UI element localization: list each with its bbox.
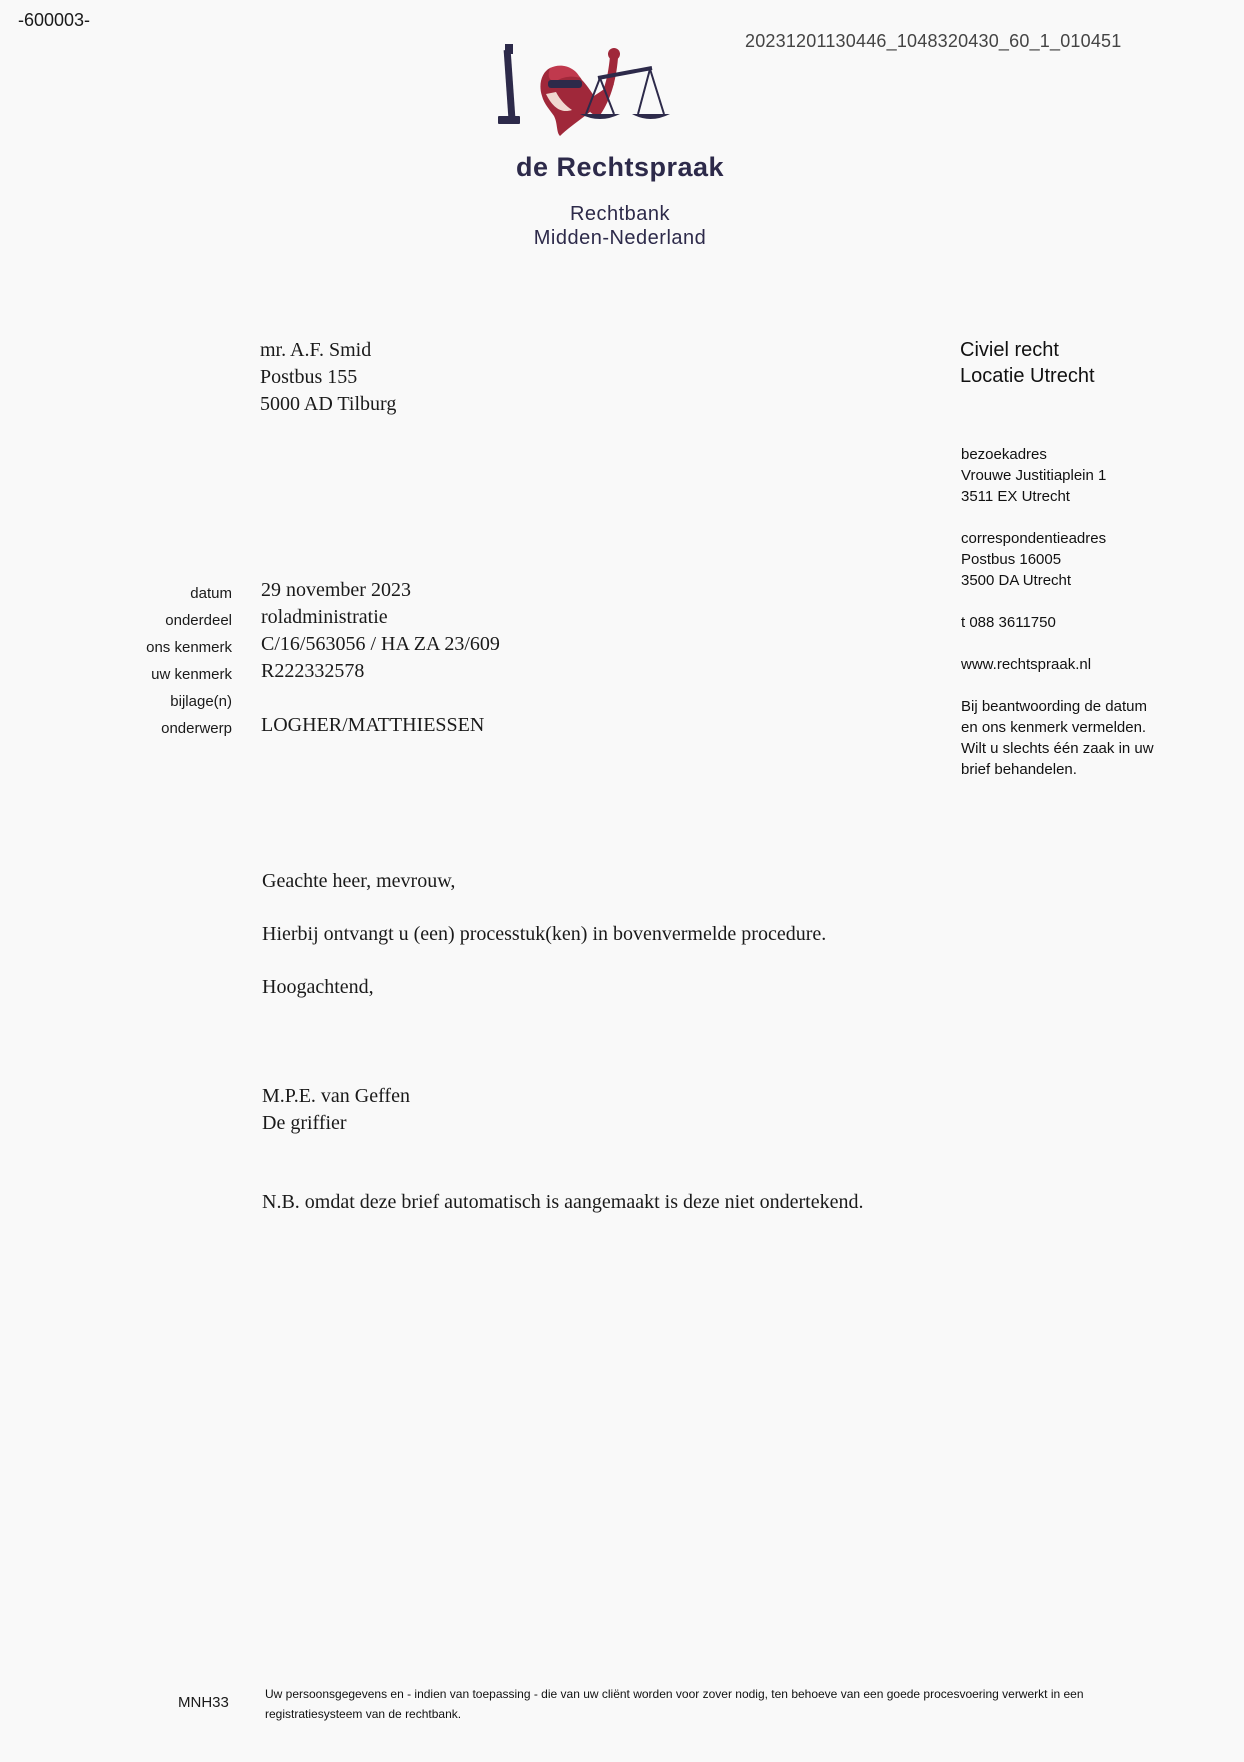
label-your-ref: uw kenmerk [151,666,232,683]
department-name: Civiel recht [960,339,1059,361]
department-block [960,337,1095,389]
website-link[interactable]: www.rechtspraak.nl [961,656,1092,673]
meta-values [261,577,500,739]
document-id: -600003- [18,10,91,30]
footer-code: MNH33 [178,1694,229,1711]
salutation: Geachte heer, mevrouw, [262,870,456,892]
label-date: datum [190,585,232,602]
visit-address [961,444,1154,507]
court-line-1: Rechtbank [569,203,671,225]
letter-body [262,868,1042,1216]
label-our-ref: ons kenmerk [146,639,232,656]
privacy-line-1: Uw persoonsgegevens en - indien van toepassing - die van uw cliënt worden voor zover nodig, ten behoeve van een goede procesvoering verwerkt in een [265,1687,1084,1701]
addressee-city: 5000 AD Tilburg [260,393,397,415]
privacy-line-2: registratiesysteem van de rechtbank. [265,1707,462,1721]
reply-note [961,696,1154,780]
visit-label: bezoekadres [961,446,1047,463]
closing: Hoogachtend, [262,976,374,998]
correspondence-line-1: Postbus 16005 [961,551,1062,568]
value-date: 29 november 2023 [261,579,411,601]
value-our-ref: C/16/563056 / HA ZA 23/609 [261,633,500,655]
unsigned-note: N.B. omdat deze brief automatisch is aangemaakt is deze niet ondertekend. [262,1191,864,1213]
value-section: roladministratie [261,606,388,628]
meta-labels [100,580,232,742]
correspondence-label: correspondentieadres [961,530,1107,547]
addressee-block [260,337,396,418]
scan-code: 20231201130446_1048320430_60_1_010451 [745,31,1122,51]
reply-note-line-3: Wilt u slechts één zaak in uw [961,740,1154,757]
value-your-ref: R222332578 [261,660,365,682]
court-name [470,202,770,250]
lady-justice-logo-icon [490,40,750,152]
label-attachments: bijlage(n) [170,693,232,710]
label-subject: onderwerp [161,720,232,737]
court-line-2: Midden-Nederland [533,227,707,249]
reply-note-line-4: brief behandelen. [961,761,1077,778]
department-location: Locatie Utrecht [960,365,1095,387]
label-section: onderdeel [165,612,232,629]
visit-line-1: Vrouwe Justitiaplein 1 [961,467,1107,484]
body-paragraph: Hierbij ontvangt u (een) processtuk(ken) in bovenvermelde procedure. [262,923,827,945]
reply-note-line-2: en ons kenmerk vermelden. [961,719,1147,736]
contact-column [961,444,1154,780]
addressee-street: Postbus 155 [260,366,358,388]
addressee-name: mr. A.F. Smid [260,339,372,361]
brand-name: de Rechtspraak [515,152,725,182]
signer-name: M.P.E. van Geffen [262,1085,410,1107]
correspondence-address [961,528,1154,591]
correspondence-line-2: 3500 DA Utrecht [961,572,1072,589]
signer-title: De griffier [262,1112,347,1134]
reply-note-line-1: Bij beantwoording de datum [961,698,1147,715]
privacy-note [265,1684,1205,1724]
phone: t 088 3611750 [961,614,1056,631]
visit-line-2: 3511 EX Utrecht [961,488,1070,505]
value-subject: LOGHER/MATTHIESSEN [261,714,485,736]
value-attachments [261,685,500,712]
